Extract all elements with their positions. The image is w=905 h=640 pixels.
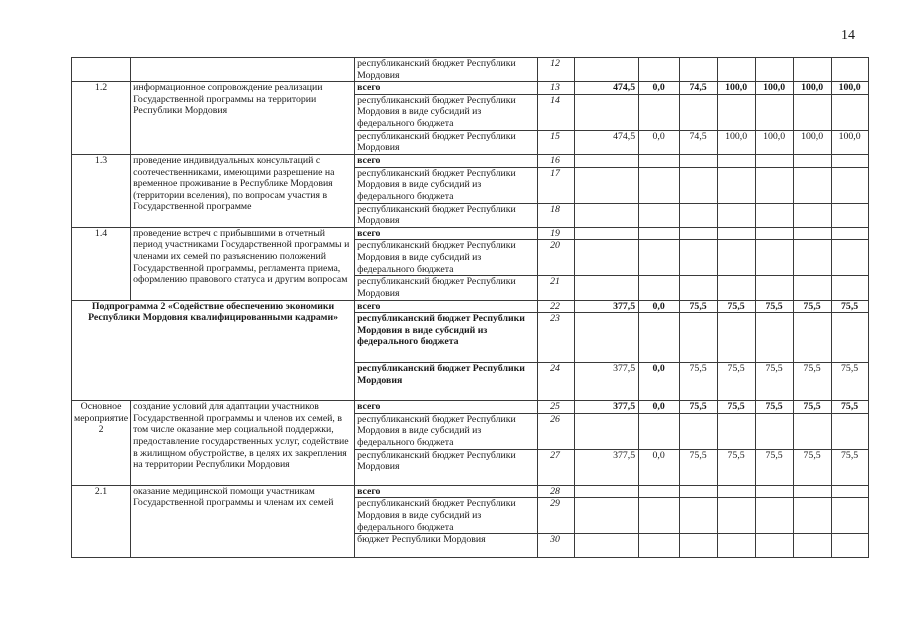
- value-cell: 75,5: [794, 401, 832, 414]
- value-cell: [639, 485, 680, 498]
- row-number: 18: [538, 203, 575, 227]
- value-cell: [718, 240, 756, 276]
- value-cell: [639, 58, 680, 82]
- value-cell: 100,0: [718, 82, 756, 95]
- row-number: 12: [538, 58, 575, 82]
- value-cell: [794, 240, 832, 276]
- value-cell: [639, 413, 680, 449]
- code-cell: 1.4: [72, 227, 131, 300]
- value-cell: [680, 167, 718, 203]
- value-cell: [794, 94, 832, 130]
- value-cell: 75,5: [680, 300, 718, 313]
- value-cell: [832, 58, 869, 82]
- row-number: 29: [538, 498, 575, 534]
- source-cell: всего: [355, 154, 538, 167]
- table-row: [72, 300, 869, 313]
- row-number: 17: [538, 167, 575, 203]
- value-cell: [832, 276, 869, 300]
- value-cell: [756, 313, 794, 363]
- value-cell: [794, 485, 832, 498]
- value-cell: [832, 498, 869, 534]
- subprogram-title: Подпрограмма 2 «Содействие обеспечению экономики Республики Мордовия квалифицированными кадрами»: [72, 300, 355, 401]
- value-cell: [756, 485, 794, 498]
- table-row: [72, 154, 869, 167]
- value-cell: [639, 227, 680, 240]
- table-row: [72, 58, 869, 82]
- value-cell: 75,5: [718, 449, 756, 485]
- row-number: 25: [538, 401, 575, 414]
- value-cell: [639, 313, 680, 363]
- value-cell: 75,5: [794, 449, 832, 485]
- value-cell: [756, 154, 794, 167]
- value-cell: [718, 227, 756, 240]
- source-cell: республиканский бюджет Республики Мордовия: [355, 363, 538, 401]
- value-cell: 74,5: [680, 82, 718, 95]
- value-cell: 100,0: [756, 130, 794, 154]
- value-cell: [794, 498, 832, 534]
- code-cell: 1.2: [72, 82, 131, 155]
- value-cell: [639, 167, 680, 203]
- row-number: 28: [538, 485, 575, 498]
- value-cell: 75,5: [680, 401, 718, 414]
- code-cell: [72, 58, 131, 82]
- value-cell: [718, 534, 756, 558]
- value-cell: [832, 413, 869, 449]
- code-cell: 1.3: [72, 154, 131, 227]
- value-cell: [680, 276, 718, 300]
- value-cell: [680, 203, 718, 227]
- source-cell: всего: [355, 485, 538, 498]
- value-cell: [832, 203, 869, 227]
- value-cell: 100,0: [756, 82, 794, 95]
- value-cell: [832, 227, 869, 240]
- row-number: 14: [538, 94, 575, 130]
- value-cell: 0,0: [639, 363, 680, 401]
- value-cell: [794, 534, 832, 558]
- value-cell: 75,5: [756, 449, 794, 485]
- value-cell: 75,5: [756, 363, 794, 401]
- value-total: 377,5: [575, 401, 639, 414]
- value-total: [575, 313, 639, 363]
- value-cell: 75,5: [756, 300, 794, 313]
- source-cell: республиканский бюджет Республики Мордовия: [355, 276, 538, 300]
- value-total: [575, 227, 639, 240]
- value-cell: [756, 94, 794, 130]
- row-number: 20: [538, 240, 575, 276]
- value-cell: [756, 240, 794, 276]
- value-cell: [718, 94, 756, 130]
- value-cell: [832, 167, 869, 203]
- value-cell: 75,5: [832, 300, 869, 313]
- value-cell: [639, 154, 680, 167]
- budget-table: [71, 57, 869, 558]
- value-cell: [680, 227, 718, 240]
- row-number: 27: [538, 449, 575, 485]
- value-cell: [756, 203, 794, 227]
- value-total: 377,5: [575, 300, 639, 313]
- value-total: [575, 58, 639, 82]
- value-cell: 0,0: [639, 82, 680, 95]
- value-cell: [832, 534, 869, 558]
- value-cell: [680, 498, 718, 534]
- value-cell: 0,0: [639, 300, 680, 313]
- row-number: 19: [538, 227, 575, 240]
- value-cell: 75,5: [680, 449, 718, 485]
- code-cell: Основное мероприятие 2: [72, 401, 131, 486]
- table-row: [72, 82, 869, 95]
- value-cell: 0,0: [639, 401, 680, 414]
- value-cell: [794, 227, 832, 240]
- value-cell: [680, 485, 718, 498]
- value-cell: [756, 498, 794, 534]
- value-cell: [794, 154, 832, 167]
- value-cell: [639, 94, 680, 130]
- value-cell: [756, 58, 794, 82]
- activity-cell: информационное сопровождение реализации Государственной программы на территории Республики Мордовия: [131, 82, 355, 155]
- row-number: 15: [538, 130, 575, 154]
- value-total: [575, 498, 639, 534]
- source-cell: всего: [355, 300, 538, 313]
- value-cell: [794, 203, 832, 227]
- value-total: [575, 276, 639, 300]
- activity-cell: создание условий для адаптации участников Государственной программы и членов их семей, в том числе оказание мер социальной поддержки, предоставление государственных услуг, содействие в жилищном обустройстве, в целях их закрепления на территории Республики Мордовия: [131, 401, 355, 486]
- source-cell: всего: [355, 227, 538, 240]
- row-number: 22: [538, 300, 575, 313]
- code-cell: 2.1: [72, 485, 131, 558]
- row-number: 26: [538, 413, 575, 449]
- table-row: [72, 485, 869, 498]
- value-total: [575, 203, 639, 227]
- value-cell: [832, 485, 869, 498]
- value-cell: [718, 167, 756, 203]
- value-cell: 75,5: [832, 363, 869, 401]
- source-cell: республиканский бюджет Республики Мордовия в виде субсидий из федерального бюджета: [355, 167, 538, 203]
- value-cell: 0,0: [639, 130, 680, 154]
- value-total: [575, 413, 639, 449]
- value-cell: [680, 240, 718, 276]
- activity-cell: проведение встреч с прибывшими в отчетный период участниками Государственной программы и членами их семей по разъяснению положений Государственной программы, регламента приема, оформлению правового статуса и другим вопросам: [131, 227, 355, 300]
- row-number: 30: [538, 534, 575, 558]
- value-total: 377,5: [575, 363, 639, 401]
- value-cell: [718, 413, 756, 449]
- budget-table-container: [71, 57, 869, 558]
- value-cell: [680, 534, 718, 558]
- value-cell: [832, 313, 869, 363]
- value-cell: [718, 498, 756, 534]
- page-number: 14: [841, 28, 855, 43]
- value-cell: [756, 534, 794, 558]
- table-row: [72, 401, 869, 414]
- value-cell: [832, 240, 869, 276]
- value-cell: [794, 58, 832, 82]
- row-number: 16: [538, 154, 575, 167]
- value-total: [575, 485, 639, 498]
- value-total: [575, 94, 639, 130]
- row-number: 23: [538, 313, 575, 363]
- table-row: [72, 227, 869, 240]
- value-cell: [756, 167, 794, 203]
- activity-cell: [131, 58, 355, 82]
- value-cell: [680, 58, 718, 82]
- value-cell: 100,0: [718, 130, 756, 154]
- value-total: [575, 154, 639, 167]
- value-cell: 75,5: [794, 363, 832, 401]
- value-cell: [680, 313, 718, 363]
- source-cell: республиканский бюджет Республики Мордовия в виде субсидий из федерального бюджета: [355, 94, 538, 130]
- value-cell: 100,0: [794, 130, 832, 154]
- value-cell: [639, 240, 680, 276]
- source-cell: бюджет Республики Мордовия: [355, 534, 538, 558]
- activity-cell: оказание медицинской помощи участникам Государственной программы и членам их семей: [131, 485, 355, 558]
- source-cell: республиканский бюджет Республики Мордовия в виде субсидий из федерального бюджета: [355, 498, 538, 534]
- source-cell: республиканский бюджет Республики Мордовия: [355, 449, 538, 485]
- value-cell: [680, 94, 718, 130]
- value-cell: 74,5: [680, 130, 718, 154]
- value-cell: [756, 413, 794, 449]
- value-total: 377,5: [575, 449, 639, 485]
- value-cell: 75,5: [794, 300, 832, 313]
- source-cell: республиканский бюджет Республики Мордовия: [355, 58, 538, 82]
- value-cell: [718, 154, 756, 167]
- value-total: [575, 167, 639, 203]
- value-cell: 100,0: [832, 130, 869, 154]
- value-cell: [756, 227, 794, 240]
- value-cell: [639, 498, 680, 534]
- value-cell: [794, 413, 832, 449]
- value-cell: 100,0: [794, 82, 832, 95]
- row-number: 13: [538, 82, 575, 95]
- value-cell: 75,5: [756, 401, 794, 414]
- value-cell: 75,5: [680, 363, 718, 401]
- value-cell: 100,0: [832, 82, 869, 95]
- source-cell: всего: [355, 401, 538, 414]
- row-number: 24: [538, 363, 575, 401]
- value-cell: [832, 94, 869, 130]
- value-cell: [718, 485, 756, 498]
- value-total: [575, 240, 639, 276]
- value-cell: [794, 167, 832, 203]
- source-cell: республиканский бюджет Республики Мордовия: [355, 203, 538, 227]
- value-cell: [639, 534, 680, 558]
- value-cell: [794, 276, 832, 300]
- value-cell: [680, 154, 718, 167]
- value-cell: [680, 413, 718, 449]
- activity-cell: проведение индивидуальных консультаций с соотечественниками, имеющими разрешение на временное проживание в Республике Мордовия (территории вселения), по вопросам участия в Государственной программе: [131, 154, 355, 227]
- value-total: 474,5: [575, 130, 639, 154]
- value-cell: 75,5: [832, 401, 869, 414]
- value-cell: [639, 203, 680, 227]
- value-cell: 75,5: [718, 300, 756, 313]
- value-cell: [794, 313, 832, 363]
- value-cell: [718, 58, 756, 82]
- value-cell: 75,5: [832, 449, 869, 485]
- value-cell: [718, 203, 756, 227]
- value-cell: [718, 276, 756, 300]
- source-cell: всего: [355, 82, 538, 95]
- value-cell: 0,0: [639, 449, 680, 485]
- value-cell: [832, 154, 869, 167]
- source-cell: республиканский бюджет Республики Мордовия: [355, 130, 538, 154]
- value-total: 474,5: [575, 82, 639, 95]
- value-cell: [639, 276, 680, 300]
- row-number: 21: [538, 276, 575, 300]
- value-cell: 75,5: [718, 363, 756, 401]
- value-cell: 75,5: [718, 401, 756, 414]
- source-cell: республиканский бюджет Республики Мордовия в виде субсидий из федерального бюджета: [355, 413, 538, 449]
- source-cell: республиканский бюджет Республики Мордовия в виде субсидий из федерального бюджета: [355, 313, 538, 363]
- source-cell: республиканский бюджет Республики Мордовия в виде субсидий из федерального бюджета: [355, 240, 538, 276]
- value-cell: [718, 313, 756, 363]
- value-total: [575, 534, 639, 558]
- value-cell: [756, 276, 794, 300]
